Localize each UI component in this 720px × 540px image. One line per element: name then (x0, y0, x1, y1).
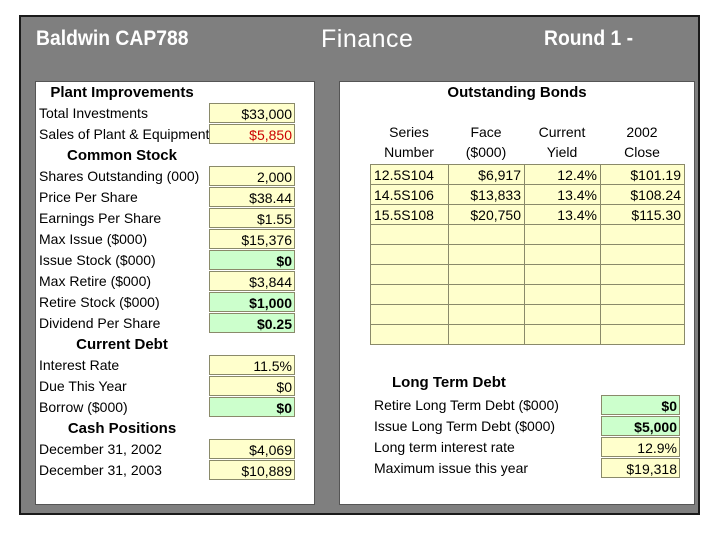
table-row (371, 265, 685, 285)
outstanding-bonds-heading: Outstanding Bonds (447, 84, 587, 101)
stock-label: Issue Stock ($000) (39, 252, 156, 268)
dividend-per-share-input[interactable]: $0.25 (209, 313, 295, 333)
cash-label: December 31, 2003 (39, 462, 162, 478)
table-row (371, 325, 685, 345)
total-investments-label: Total Investments (39, 105, 148, 121)
bond-series-cell (371, 225, 449, 245)
cash-label: December 31, 2002 (39, 441, 162, 457)
bond-series-cell (371, 285, 449, 305)
col-header-line: Face (470, 124, 502, 140)
company-title: Baldwin CAP788 (36, 27, 189, 50)
bond-yield-cell (525, 325, 601, 345)
total-investments-value: $33,000 (209, 103, 295, 123)
table-row (371, 285, 685, 305)
cash-2002-value: $4,069 (209, 439, 295, 459)
issue-stock-input[interactable]: $0 (209, 250, 295, 270)
right-panel (339, 81, 695, 505)
stock-label: Price Per Share (39, 189, 138, 205)
cash-positions-heading: Cash Positions (67, 420, 177, 437)
bond-close-cell (601, 245, 685, 265)
bond-yield-cell: 12.4% (525, 165, 601, 185)
interest-rate-value: 11.5% (209, 355, 295, 375)
ltd-label: Maximum issue this year (374, 460, 529, 476)
earnings-per-share-value: $1.55 (209, 208, 295, 228)
bond-face-cell (449, 285, 525, 305)
left-panel (35, 81, 315, 505)
bond-yield-cell: 13.4% (525, 185, 601, 205)
common-stock-heading: Common Stock (66, 147, 177, 164)
stock-label: Shares Outstanding (000) (39, 168, 200, 184)
bond-close-cell: $108.24 (601, 185, 685, 205)
debt-label: Due This Year (39, 378, 127, 394)
max-issue-value: $15,376 (209, 229, 295, 249)
page-title: Finance (321, 25, 414, 53)
table-row (371, 245, 685, 265)
table-row (371, 185, 685, 205)
bond-series-cell (371, 265, 449, 285)
retire-ltd-input[interactable]: $0 (601, 395, 680, 415)
col-header-close (600, 122, 684, 162)
bond-yield-cell (525, 285, 601, 305)
bond-yield-cell (525, 225, 601, 245)
bond-series-cell: 14.5S106 (371, 185, 449, 205)
bond-face-cell (449, 325, 525, 345)
col-header-line: Close (624, 144, 660, 160)
bond-close-cell: $115.30 (601, 205, 685, 225)
stock-label: Max Issue ($000) (39, 231, 148, 247)
debt-label: Borrow ($000) (39, 399, 128, 415)
table-row (371, 205, 685, 225)
col-header-line: Number (384, 144, 434, 160)
bond-face-cell (449, 245, 525, 265)
bond-yield-cell (525, 245, 601, 265)
bond-series-cell: 12.5S104 (371, 165, 449, 185)
bond-close-cell (601, 285, 685, 305)
bond-face-cell: $6,917 (449, 165, 525, 185)
col-header-line: Series (389, 124, 429, 140)
bond-close-cell (601, 305, 685, 325)
bond-face-cell (449, 225, 525, 245)
ltd-label: Issue Long Term Debt ($000) (374, 418, 556, 434)
bond-series-cell (371, 325, 449, 345)
bond-series-cell (371, 245, 449, 265)
shares-outstanding-value: 2,000 (209, 166, 295, 186)
bond-yield-cell: 13.4% (525, 205, 601, 225)
stock-label: Dividend Per Share (39, 315, 161, 331)
ltd-interest-rate-value: 12.9% (601, 437, 680, 457)
ltd-label: Retire Long Term Debt ($000) (374, 397, 559, 413)
col-header-line: 2002 (626, 124, 658, 140)
finance-window (19, 15, 700, 515)
col-header-series (370, 122, 448, 162)
bond-close-cell (601, 325, 685, 345)
sales-plant-value: $5,850 (209, 124, 295, 144)
ltd-label: Long term interest rate (374, 439, 515, 455)
long-term-debt-heading: Long Term Debt (392, 374, 506, 391)
bond-yield-cell (525, 265, 601, 285)
max-retire-value: $3,844 (209, 271, 295, 291)
sales-plant-label: Sales of Plant & Equipment (39, 126, 210, 142)
bond-series-cell: 15.5S108 (371, 205, 449, 225)
table-row (371, 225, 685, 245)
bond-series-cell (371, 305, 449, 325)
plant-improvements-heading: Plant Improvements (50, 84, 194, 101)
bond-face-cell (449, 265, 525, 285)
bond-face-cell: $13,833 (449, 185, 525, 205)
bonds-table (370, 164, 685, 345)
price-per-share-value: $38.44 (209, 187, 295, 207)
stock-label: Max Retire ($000) (39, 273, 152, 289)
bond-close-cell (601, 265, 685, 285)
issue-ltd-input[interactable]: $5,000 (601, 416, 680, 436)
col-header-line: ($000) (465, 144, 507, 160)
bond-close-cell (601, 225, 685, 245)
table-row (371, 305, 685, 325)
col-header-line: Yield (546, 144, 578, 160)
current-debt-heading: Current Debt (76, 336, 168, 353)
ltd-max-issue-value: $19,318 (601, 458, 680, 478)
retire-stock-input[interactable]: $1,000 (209, 292, 295, 312)
stock-label: Retire Stock ($000) (39, 294, 160, 310)
debt-label: Interest Rate (39, 357, 120, 373)
round-label: Round 1 - (544, 27, 634, 50)
cash-2003-value: $10,889 (209, 460, 295, 480)
stock-label: Earnings Per Share (39, 210, 162, 226)
col-header-yield (524, 122, 600, 162)
bond-close-cell: $101.19 (601, 165, 685, 185)
col-header-line: Current (538, 124, 586, 140)
borrow-input[interactable]: $0 (209, 397, 295, 417)
bond-face-cell (449, 305, 525, 325)
due-this-year-value: $0 (209, 376, 295, 396)
col-header-face (448, 122, 524, 162)
bond-face-cell: $20,750 (449, 205, 525, 225)
table-row (371, 165, 685, 185)
bond-yield-cell (525, 305, 601, 325)
